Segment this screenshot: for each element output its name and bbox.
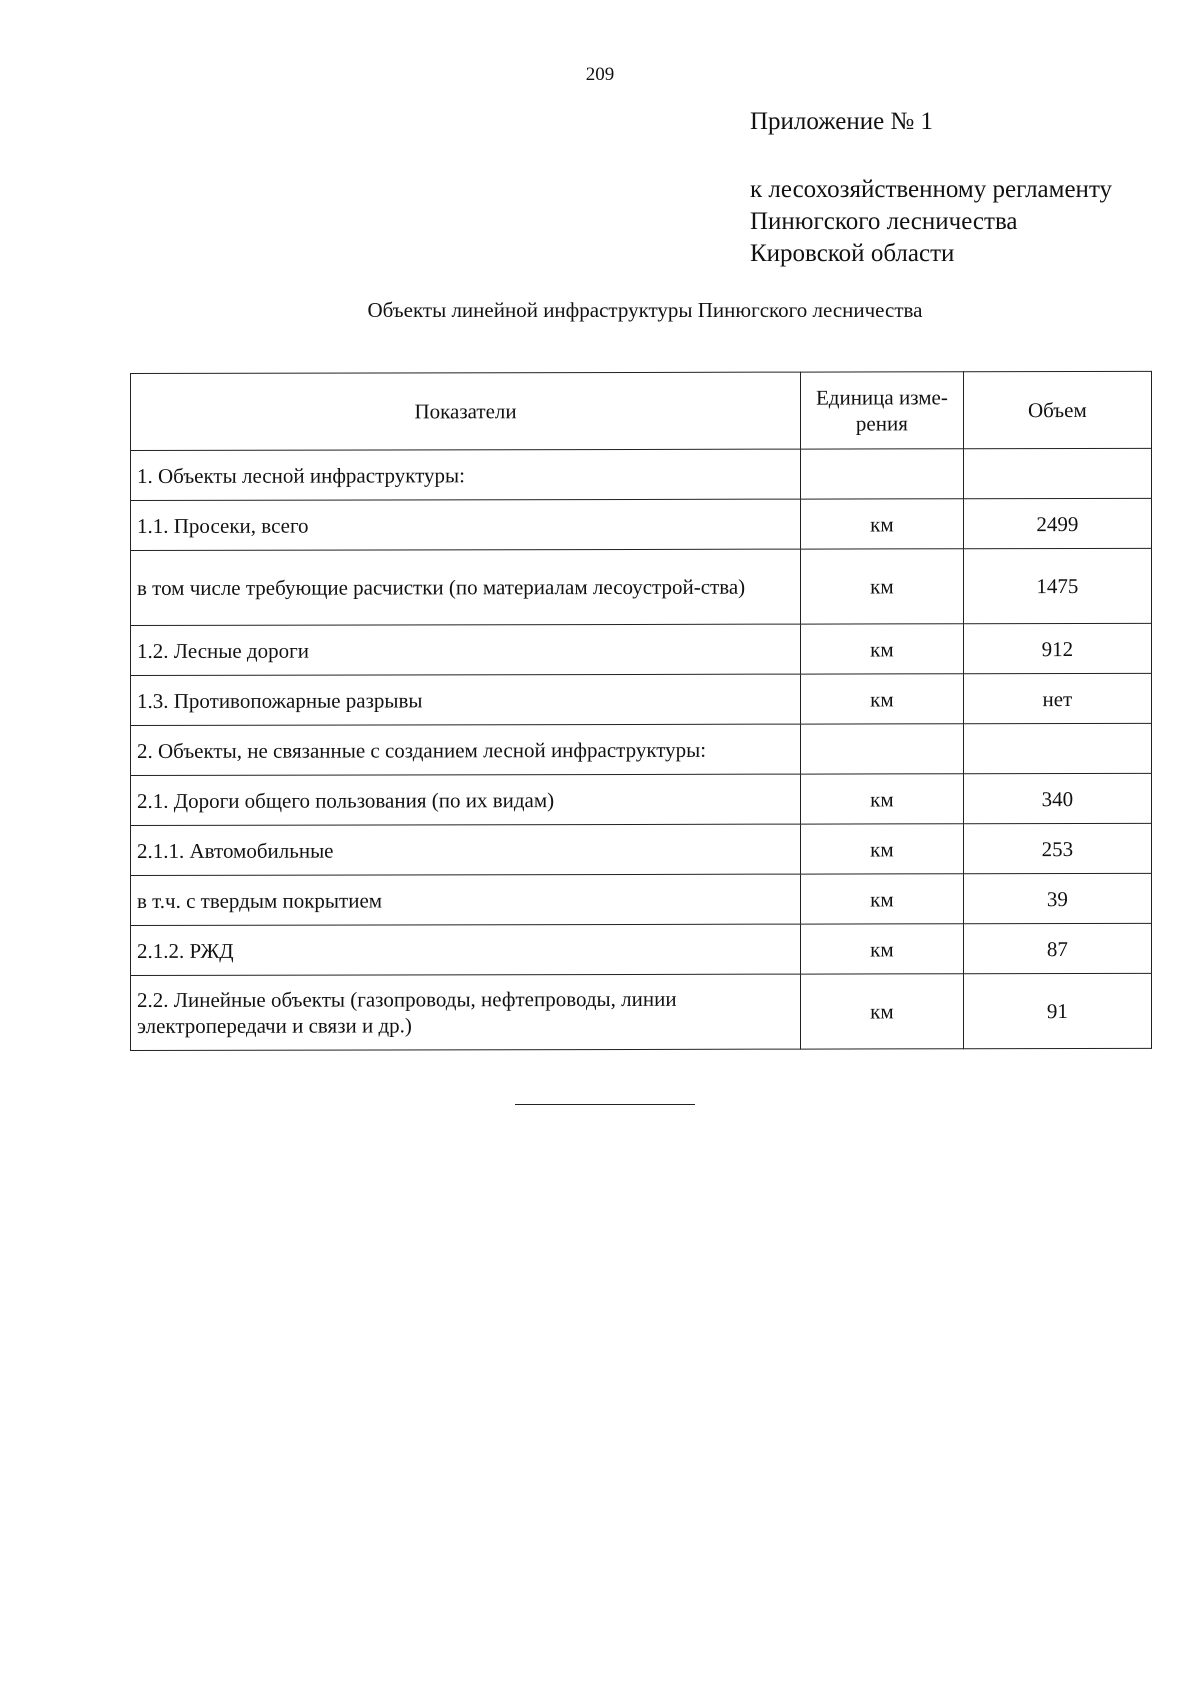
page-number: 209 [585,64,615,85]
cell-volume: нет [963,673,1151,723]
cell-unit: км [801,624,964,674]
table-row [131,623,1152,675]
cell-volume: 87 [963,923,1151,973]
cell-unit: км [801,499,964,549]
table-row [131,448,1152,500]
cell-volume: 2499 [963,498,1151,548]
cell-unit: км [801,549,964,624]
cell-volume: 91 [963,973,1151,1048]
table-row [131,973,1152,1050]
table-row [131,923,1152,975]
table-row [131,773,1152,825]
header-unit: Единица изме-рения [801,372,964,449]
cell-indicator: 2. Объекты, не связанные с созданием лесной инфраструктуры: [131,724,801,775]
table-row [131,548,1152,625]
cell-indicator: 1.3. Противопожарные разрывы [131,674,801,725]
cell-volume [963,723,1151,773]
cell-indicator: в т.ч. с твердым покрытием [131,874,801,925]
cell-indicator: 1.2. Лесные дороги [131,624,801,675]
cell-volume: 39 [963,873,1151,923]
cell-unit [801,724,964,774]
document-heading: Объекты линейной инфраструктуры Пинюгского лесничества [367,298,923,322]
cell-unit [801,449,964,499]
cell-indicator: 2.1. Дороги общего пользования (по их видам) [131,774,801,825]
cell-unit: км [801,974,964,1049]
appendix-reference [750,174,1112,270]
table-row [131,498,1152,550]
header-volume: Объем [963,371,1151,448]
cell-indicator: 1.1. Просеки, всего [131,499,801,550]
end-divider [515,1104,695,1105]
header-indicator: Показатели [131,372,801,450]
table-header-row [131,371,1152,450]
infrastructure-table [130,371,1152,1051]
cell-unit: км [801,874,964,924]
cell-unit: км [801,774,964,824]
appendix-title: Приложение № 1 [750,108,934,135]
cell-volume: 1475 [963,548,1151,623]
table-row [131,723,1152,775]
cell-indicator: 2.1.1. Автомобильные [131,824,801,875]
appendix-ref-line: к лесохозяйственному регламенту [750,176,1113,203]
appendix-ref-line: Кировской области [750,240,955,267]
cell-indicator: 2.1.2. РЖД [131,924,801,975]
appendix-ref-line: Пинюгского лесничества [750,208,1018,235]
cell-indicator: 2.2. Линейные объекты (газопроводы, нефтепроводы, линии электропередачи и связи и др.) [131,974,801,1050]
table-row [131,673,1152,725]
cell-volume: 340 [963,773,1151,823]
cell-indicator: 1. Объекты лесной инфраструктуры: [131,449,801,500]
cell-volume [963,448,1151,498]
cell-unit: км [801,824,964,874]
table-row [131,873,1152,925]
cell-volume: 912 [963,623,1151,673]
cell-unit: км [801,924,964,974]
cell-volume: 253 [963,823,1151,873]
cell-indicator: в том числе требующие расчистки (по материалам лесоустрой-ства) [131,549,801,625]
cell-unit: км [801,674,964,724]
table-row [131,823,1152,875]
